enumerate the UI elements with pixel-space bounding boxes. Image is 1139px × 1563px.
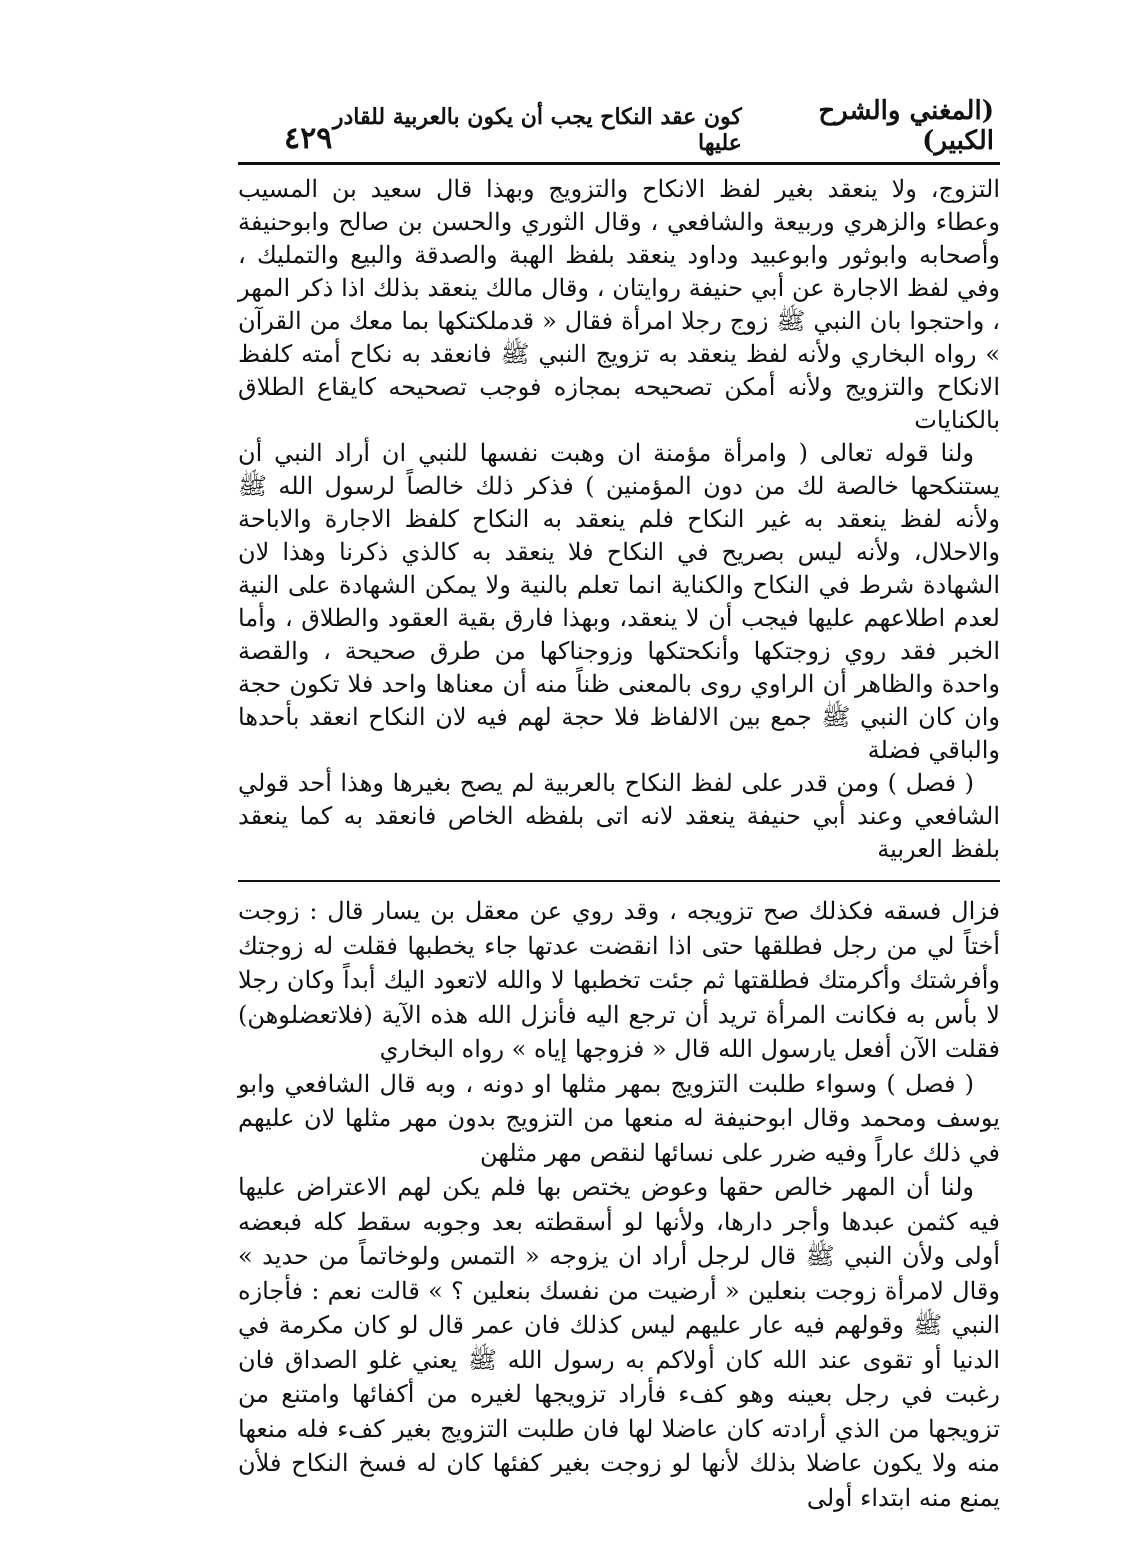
page-header	[238, 96, 1000, 156]
sharh-text	[238, 894, 1000, 1515]
main-paragraph: ( فصل ) ومن قدر على لفظ النكاح بالعربية لم يصح بغيرها وهذا أحد قولي الشافعي وعند أبي حنيفة ينعقد لانه اتى بلفظه الخاص فانعقد به كما ينعقد بلفظ العربية	[238, 769, 1000, 863]
page-number: ٤٢٩	[284, 121, 333, 156]
chapter-title: كون عقد النكاح يجب أن يكون بالعربية للقادر عليها	[332, 104, 742, 156]
sharh-paragraph: فزال فسقه فكذلك صح تزويجه ، وقد روي عن معقل بن يسار قال : زوجت أختاً لي من رجل فطلقها حتى اذا انقضت عدتها جاء يخطبها فقلت له زوجتك وأفرشتك وأكرمتك فطلقتها ثم جئت تخطبها لا والله لاتعود اليك أبداً وكان رجلا لا بأس به فكانت المرأة تريد أن ترجع اليه فأنزل الله هذه الآية (فلاتعضلوهن) فقلت الآن أفعل يارسول الله قال « فزوجها إياه » رواه البخاري	[238, 897, 1000, 1063]
sharh-paragraph: ( فصل ) وسواء طلبت التزويج بمهر مثلها او دونه ، وبه قال الشافعي وابو يوسف ومحمد وقال ابوحنيفة له منعها من التزويج بدون مهر مثلها لان عليهم في ذلك عاراً وفيه ضرر على نسائها لنقص مهر مثلهن	[238, 1069, 1000, 1167]
main-paragraph: التزوج، ولا ينعقد بغير لفظ الانكاح والتزويج وبهذا قال سعيد بن المسيب وعطاء والزهري وربيعة والشافعي ، وقال الثوري والحسن بن صالح وابوحنيفة وأصحابه وابوثور وابوعبيد وداود ينعقد بلفظ الهبة والصدقة والبيع والتمليك ، وفي لفظ الاجارة عن أبي حنيفة روايتان ، وقال مالك ينعقد بذلك اذا ذكر المهر ، واحتجوا بان النبي ﷺ زوج رجلا امرأة فقال « قدملكتكها بما معك من القرآن » رواه البخاري ولأنه لفظ ينعقد به تزويج النبي ﷺ فانعقد به نكاح أمته كلفظ الانكاح والتزويج ولأنه أمكن تصحيحه بمجازه فوجب تصحيحه كايقاع الطلاق بالكنايات	[238, 175, 1000, 434]
header-rule	[238, 162, 1000, 165]
book-page	[238, 96, 1001, 1515]
section-divider	[238, 880, 1000, 882]
book-title: (المغني والشرح الكبير)	[818, 96, 994, 156]
main-paragraph: ولنا قوله تعالى ( وامرأة مؤمنة ان وهبت نفسها للنبي ان أراد النبي أن يستنكحها خالصة لك من دون المؤمنين ) فذكر ذلك خالصاً لرسول الله ﷺ ولأنه لفظ ينعقد به غير النكاح فلم ينعقد به النكاح كلفظ الاجارة والاباحة والاحلال، ولأنه ليس بصريح في النكاح فلا ينعقد به كالذي ذكرنا وهذا لان الشهادة شرط في النكاح والكناية انما تعلم بالنية ولا يمكن الشهادة على النية لعدم اطلاعهم عليها فيجب أن لا ينعقد، وبهذا فارق بقية العقود والطلاق ، وأما الخبر فقد روي زوجتكها وأنكحتكها وزوجناكها من طرق صحيحة ، والقصة واحدة والظاهر أن الراوي روى بالمعنى ظناً منه أن معناها واحد فلا تكون حجة وان كان النبي ﷺ جمع بين الالفاظ فلا حجة لهم فيه لان النكاح انعقد بأحدها والباقي فضلة	[238, 439, 1000, 764]
sharh-paragraph: ولنا أن المهر خالص حقها وعوض يختص بها فلم يكن لهم الاعتراض عليها فيه كثمن عبدها وأجر دارها، ولأنها لو أسقطته بعد وجوبه سقط كله فبعضه أولى ولأن النبي ﷺ قال لرجل أراد ان يزوجه « التمس ولوخاتماً من حديد » وقال لامرأة زوجت بنعلين « أرضيت من نفسك بنعلين ؟ » قالت نعم : فأجازه النبي ﷺ وقولهم فيه عار عليهم ليس كذلك فان عمر قال لو كان مكرمة في الدنيا أو تقوى عند الله كان أولاكم به رسول الله ﷺ يعني غلو الصداق فان رغبت في رجل بعينه وهو كفء فأراد تزويجها لغيره من أكفائها وامتنع من تزويجها من الذي أرادته كان عاضلا لها فان طلبت التزويج بغير كفء فله منعها منه ولا يكون عاضلا بذلك لأنها لو زوجت بغير كفئها كان له فسخ النكاح فلأن يمنع منه ابتداء أولى	[238, 1173, 1001, 1512]
main-text	[238, 173, 1000, 866]
